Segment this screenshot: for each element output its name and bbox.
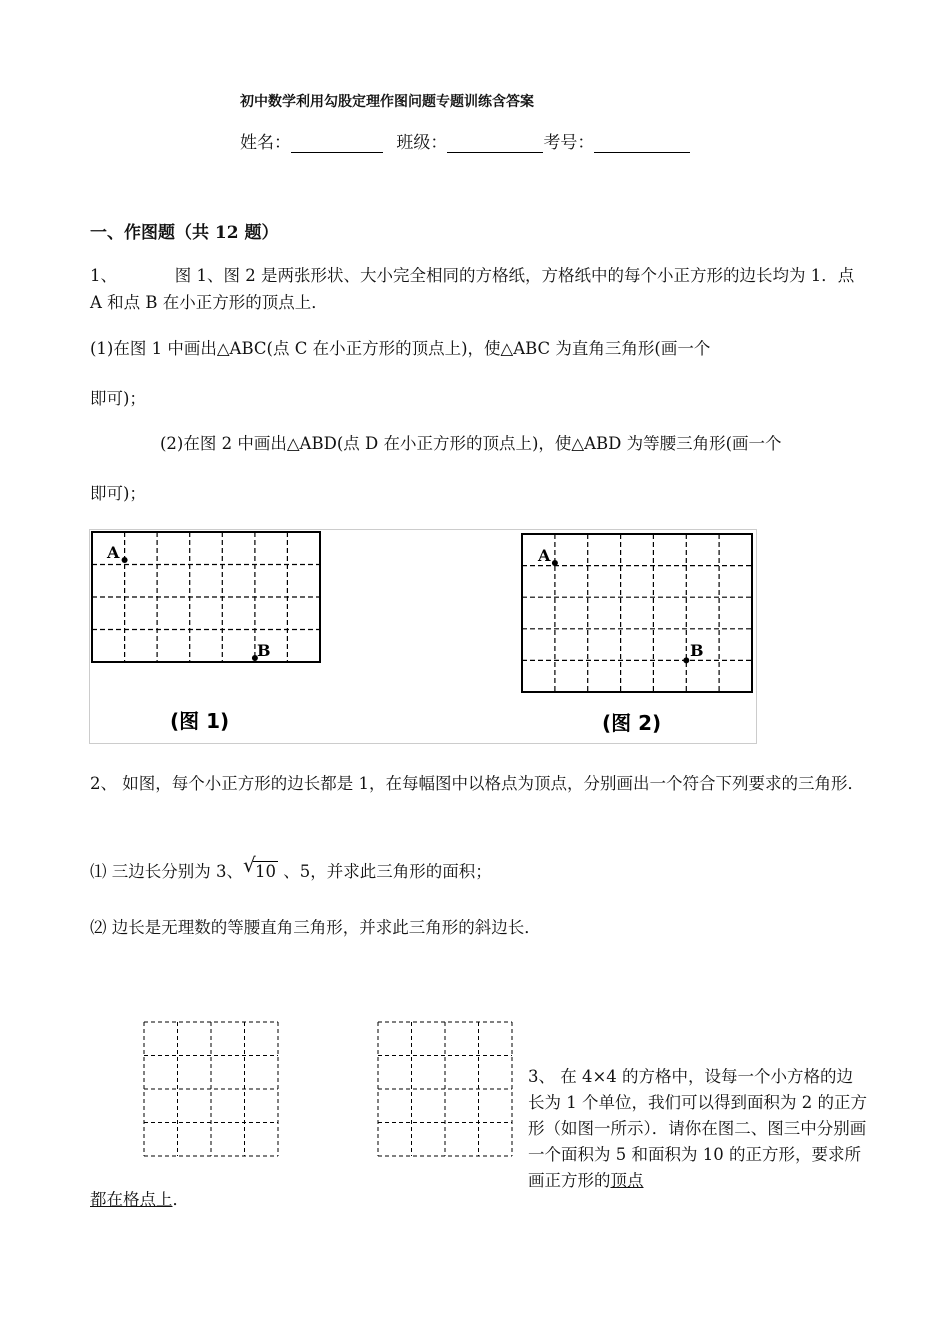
fig1-point-b-label: B	[257, 641, 271, 660]
q2-part1-before: ⑴ 三边长分别为 3、	[90, 862, 243, 881]
q1-part1: (1)在图 1 中画出△ABC(点 C 在小正方形的顶点上)，使△ABC 为直角三角形(画一个	[90, 339, 711, 358]
sqrt-radicand: 10	[255, 862, 276, 881]
q1-part2-end: 即可)；	[90, 484, 146, 503]
name-blank[interactable]	[291, 134, 383, 153]
fig2-caption: (图 2)	[602, 711, 662, 735]
page-title: 初中数学利用勾股定理作图问题专题训练含答案	[240, 94, 534, 110]
q1-part1-end: 即可)；	[90, 389, 146, 408]
exam-label: 考号：	[543, 133, 595, 153]
fig1-point-a-dot	[122, 557, 128, 563]
q3-underlined-1: 顶点	[610, 1171, 644, 1190]
q2-grid-2	[374, 1018, 516, 1160]
fig2-point-b-label: B	[690, 641, 704, 660]
fig2-point-a-dot	[552, 560, 558, 566]
q1-part2: (2)在图 2 中画出△ABD(点 D 在小正方形的顶点上)，使△ABD 为等腰三角形(画一个	[160, 434, 782, 453]
class-blank[interactable]	[447, 134, 543, 153]
exam-blank[interactable]	[594, 134, 690, 153]
fig1-caption: (图 1)	[170, 709, 230, 733]
q1-text: 1、 图 1、图 2 是两张形状、大小完全相同的方格纸，方格纸中的每个小正方形的边长均为 1．点 A 和点 B 在小正方形的顶点上．	[90, 266, 855, 312]
fig2-point-b-dot	[683, 657, 689, 663]
name-label: 姓名：	[240, 133, 291, 153]
q2-text: 2、 如图，每个小正方形的边长都是 1，在每幅图中以格点为顶点，分别画出一个符合下列要求的三角形．	[90, 774, 864, 793]
q1-figure-1	[90, 530, 390, 740]
fig2-point-a-label: A	[538, 546, 551, 565]
class-label: 班级：	[396, 133, 448, 153]
sqrt-ten: √ 10	[243, 853, 276, 881]
q2-part1-after: 、5，并求此三角形的面积；	[278, 862, 492, 881]
q2-part1	[90, 853, 492, 885]
q2-part2: ⑵ 边长是无理数的等腰直角三角形，并求此三角形的斜边长．	[90, 918, 541, 937]
q1-figure-2	[520, 530, 760, 740]
q3-underlined-2: 都在格点上	[90, 1190, 173, 1209]
q3-end-punct: ．	[172, 1190, 189, 1209]
section-heading: 一、作图题（共 12 题）	[90, 223, 279, 243]
fig1-point-a-label: A	[107, 543, 120, 562]
q3-text-main: 3、 在 4×4 的方格中，设每一个小方格的边长为 1 个单位，我们可以得到面积为 2 的正方形（如图一所示）．请你在图二、图三中分别画一个面积为 5 和面积为 10 的正方形，要求所画正方形的	[528, 1067, 867, 1190]
q2-grid-1	[140, 1018, 282, 1160]
q3-text-end	[90, 1186, 189, 1213]
student-info	[240, 128, 690, 153]
q3-text	[528, 1064, 868, 1194]
